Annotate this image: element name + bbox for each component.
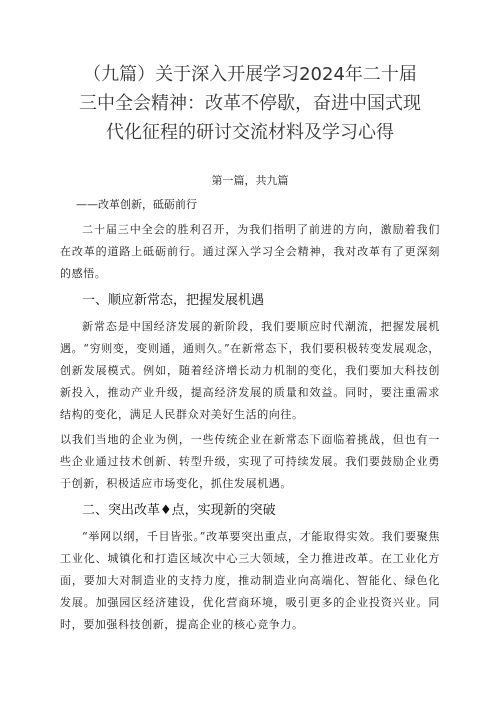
tagline: ——改革创新，砥砺前行 — [76, 198, 197, 211]
document-title — [60, 60, 440, 147]
intro-paragraph: 二十届三中全会的胜利召开，为我们指明了前进的方向，激励着我们在改革的道路上砥砺前行。通过深入学习全会精神，我对改革有了更深刻的感悟。 — [60, 223, 440, 280]
title-line: 代化征程的研讨交流材料及学习心得 — [106, 122, 394, 143]
body-paragraph: 以我们当地的企业为例，一些传统企业在新常态下面临着挑战，但也有一些企业通过技术创新、转型升级，实现了可持续发展。我们要鼓励企业勇于创新，积极适应市场变化，抓住发展机遇。 — [60, 433, 440, 490]
section-heading: 二、突出改革♦点，实现新的突破 — [82, 503, 276, 518]
title-line: （九篇）关于深入开展学习2024年二十届 — [83, 64, 417, 85]
part-label: 第一篇，共九篇 — [211, 174, 289, 187]
section-heading: 一、顺应新常态，把握发展机遇 — [82, 293, 265, 308]
body-paragraph: 新常态是中国经济发展的新阶段，我们要顺应时代潮流，把握发展机遇。“穷则变，变则通，通则久。”在新常态下，我们要积极转变发展观念，创新发展模式。例如，随着经济增长动力机制的变化，我们要加大科技创新投入，推动产业升级，提高经济发展的质量和效益。同时，要注重需求结构的变化，满足人民群众对美好生活的向往。 — [60, 320, 440, 421]
title-line: 三中全会精神：改革不停歇，奋进中国式现 — [79, 93, 421, 114]
body-paragraph: “举网以纲，千目皆张。”改革要突出重点，才能取得实效。我们要聚焦工业化、城镇化和打造区域次中心三大领域，全力推进改革。在工业化方面，要加大对制造业的支持力度，推动制造业向高端化、智能化、绿色化发展。加强园区经济建设，优化营商环境，吸引更多的企业投资兴业。同时，要加强科技创新，提高企业的核心竞争力。 — [60, 530, 440, 631]
